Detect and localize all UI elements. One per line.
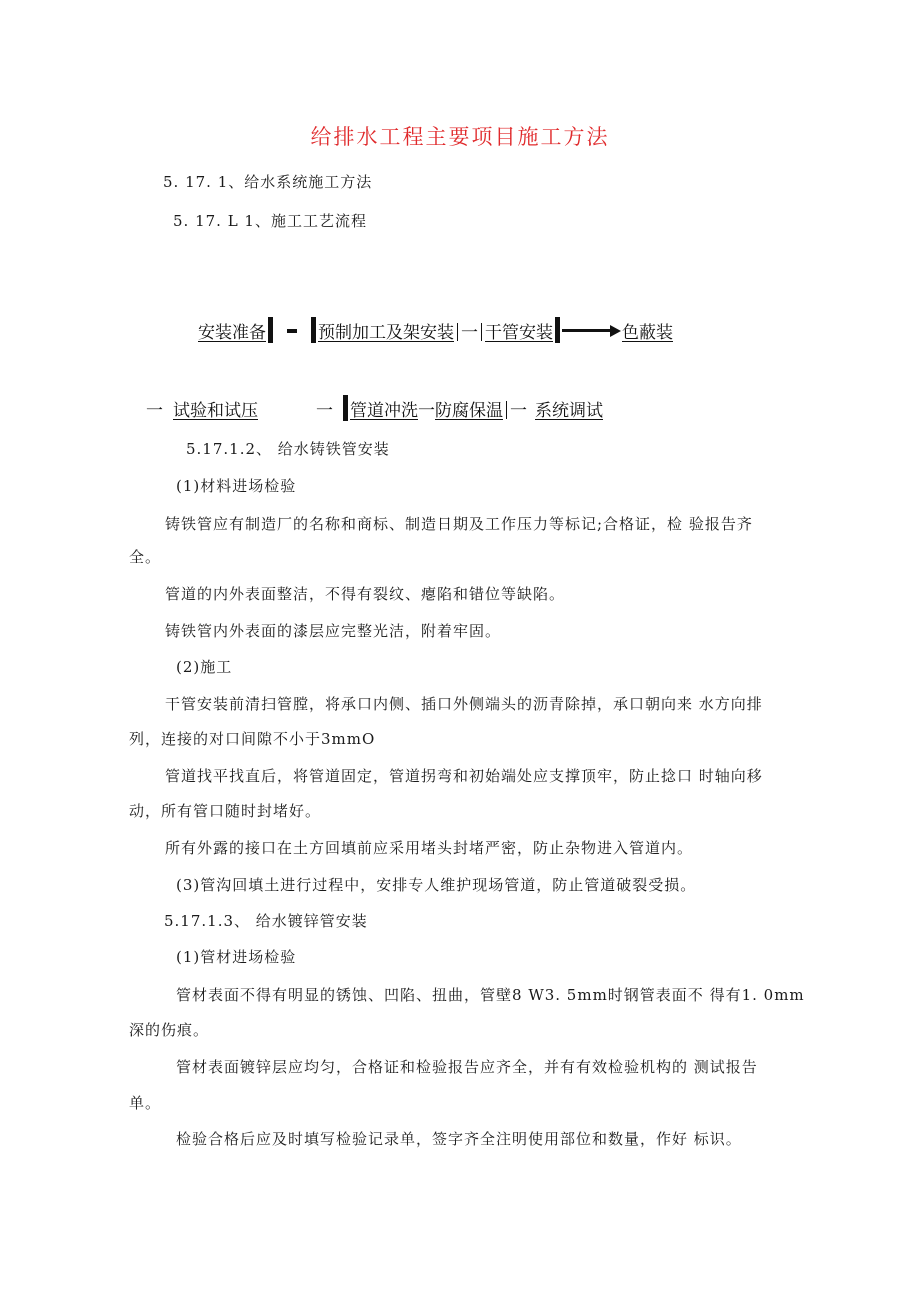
flow-connector: 一: [146, 401, 163, 421]
paragraph-line: 单。: [129, 1094, 162, 1112]
flow-step-commissioning: 系统调试: [535, 401, 603, 421]
paragraph-line: 铸铁管内外表面的漆层应完整光洁，附着牢固。: [165, 622, 502, 640]
flow-step-main-pipe: 干管安装: [485, 323, 553, 343]
flow-dash: [287, 329, 297, 333]
flow-step-prefab: 预制加工及架安装: [318, 323, 454, 343]
subheading-pipe-inspection: (1)管材进场检验: [176, 948, 297, 966]
flow-connector: 一: [418, 401, 435, 421]
paragraph-line: 动，所有管口随时封堵好。: [129, 802, 322, 820]
flow-step-flush: 管道冲洗: [350, 401, 418, 421]
flow-bar: [343, 395, 348, 421]
process-flow-row-2: [146, 395, 603, 423]
section-heading-5-17-1-1: 5. 17. L 1、施工工艺流程: [173, 212, 367, 230]
flow-separator: [506, 401, 507, 419]
section-heading-5-17-1-2: 5.17.1.2、 给水铸铁管安装: [186, 440, 390, 458]
flow-arrow-line: [562, 329, 610, 332]
paragraph-line: 全。: [129, 548, 162, 566]
paragraph-line: 列，连接的对口间隙不小于3mmO: [129, 730, 376, 748]
paragraph-line: 管材表面镀锌层应均匀，合格证和检验报告应齐全，并有有效检验机构的 测试报告: [176, 1058, 758, 1076]
flow-separator: [457, 323, 458, 341]
flow-connector: 一: [510, 401, 527, 421]
flow-step-concealed-install: 色蔽装: [622, 323, 673, 343]
document-title: 给排水工程主要项目施工方法: [310, 125, 610, 149]
flow-step-install-prep: 安装准备: [198, 323, 266, 343]
section-heading-5-17-1: 5. 17. 1、给水系统施工方法: [163, 173, 373, 191]
paragraph-line: 检验合格后应及时填写检验记录单，签字齐全注明使用部位和数量，作好 标识。: [176, 1130, 742, 1148]
paragraph-line: 干管安装前清扫管膛，将承口内侧、插口外侧端头的沥青除掉，承口朝向来 水方向排: [165, 695, 763, 713]
flow-step-anticorrosion: 防腐保温: [435, 401, 503, 421]
flow-step-test-pressure: 试验和试压: [173, 401, 258, 421]
flow-separator: [481, 323, 482, 341]
subheading-material-inspection: (1)材料进场检验: [176, 477, 297, 495]
paragraph-line: 铸铁管应有制造厂的名称和商标、制造日期及工作压力等标记;合格证，检 验报告齐: [165, 515, 753, 533]
subheading-backfill: (3)管沟回填土进行过程中，安排专人维护现场管道，防止管道破裂受损。: [176, 876, 697, 894]
subheading-construction: (2)施工: [176, 658, 233, 676]
process-flow-row-1: [198, 317, 673, 345]
flow-bar: [268, 317, 273, 343]
flow-connector: 一: [461, 323, 478, 343]
paragraph-line: 管材表面不得有明显的锈蚀、凹陷、扭曲，管壁8 W3. 5mm时钢管表面不 得有1. 0mm: [176, 986, 805, 1004]
arrow-right-icon: [610, 325, 621, 337]
paragraph-line: 管道找平找直后，将管道固定，管道拐弯和初始端处应支撑顶牢，防止捻口 时轴向移: [165, 767, 763, 785]
flow-bar: [555, 317, 560, 343]
flow-connector: 一: [316, 401, 333, 421]
paragraph-line: 所有外露的接口在土方回填前应采用堵头封堵严密，防止杂物进入管道内。: [165, 839, 694, 857]
flow-bar: [311, 317, 316, 343]
section-heading-5-17-1-3: 5.17.1.3、 给水镀锌管安装: [164, 912, 368, 930]
paragraph-line: 管道的内外表面整洁，不得有裂纹、瘪陷和错位等缺陷。: [165, 585, 566, 603]
paragraph-line: 深的伤痕。: [129, 1021, 210, 1039]
